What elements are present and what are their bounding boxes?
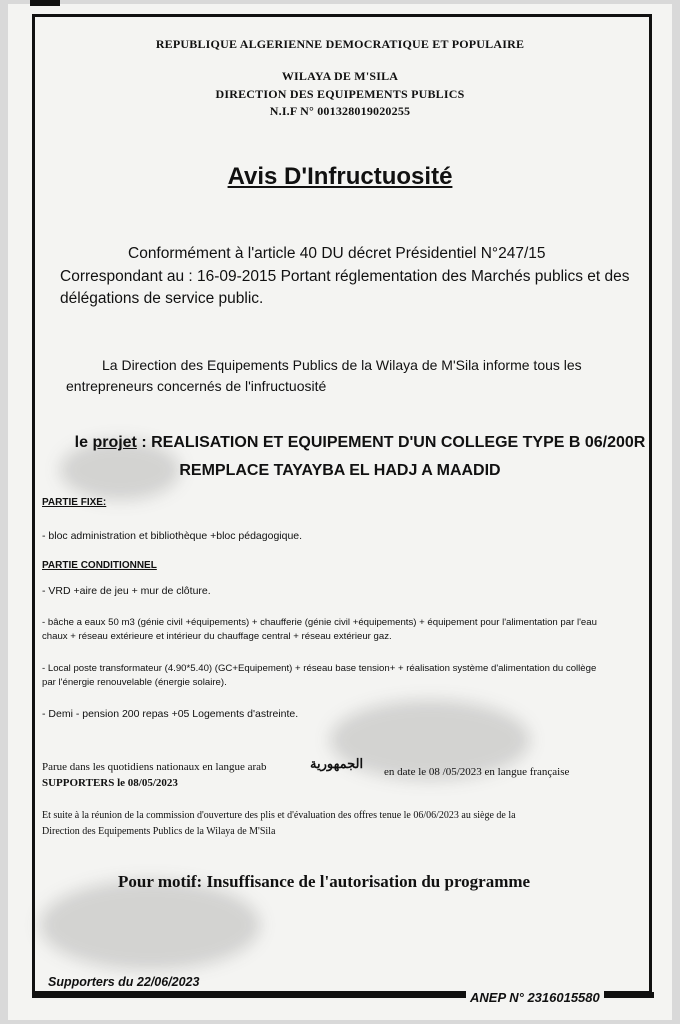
conditionnel-item-3b: par l'énergie renouvelable (énergie solaire).: [42, 677, 227, 688]
publication-line-1b: en date le 08 /05/2023 en langue française: [384, 766, 570, 778]
project-name: : REALISATION ET EQUIPEMENT D'UN COLLEGE TYPE B 06/200R: [136, 434, 646, 451]
reunion-line-1: Et suite à la réunion de la commission d'ouverture des plis et d'évaluation des offres tenue le 06/06/2023 au siège de la: [42, 810, 516, 821]
conditionnel-item-1: - VRD +aire de jeu + mur de clôture.: [42, 585, 211, 597]
reunion-line-2: Direction des Equipements Publics de la Wilaya de M'Sila: [42, 826, 276, 837]
partie-fixe-heading: PARTIE FIXE:: [42, 497, 107, 508]
project-title-line-1: [20, 432, 680, 454]
header-republique: REPUBLIQUE ALGERIENNE DEMOCRATIQUE ET POPULAIRE: [155, 37, 525, 51]
partie-conditionnel-heading: PARTIE CONDITIONNEL: [42, 560, 157, 571]
motif-text: Pour motif: Insuffisance de l'autorisation du programme: [118, 872, 531, 891]
partie-fixe-item: - bloc administration et bibliothèque +bloc pédagogique.: [42, 530, 303, 542]
corner-mark: [30, 0, 60, 6]
inform-line-1: La Direction des Equipements Publics de la Wilaya de M'Sila informe tous les: [102, 357, 582, 373]
footer-supporters: Supporters du 22/06/2023: [48, 975, 200, 989]
footer-anep: ANEP N° 2316015580: [466, 990, 604, 1005]
header-direction: DIRECTION DES EQUIPEMENTS PUBLICS: [215, 87, 465, 101]
conditionnel-item-3a: - Local poste transformateur (4.90*5.40) (GC+Equipement) + réseau base tension+ + réalisation système d'alimentation du collège: [42, 663, 597, 674]
notice-border: [32, 14, 652, 994]
inform-line-2: entrepreneurs concernés de l'infructuosité: [66, 378, 327, 394]
project-prefix: le: [74, 434, 93, 451]
publication-line-1a: Parue dans les quotidiens nationaux en langue arab: [42, 761, 267, 773]
conditionnel-item-2b: chaux + réseau extérieure et intérieur du chauffage central + réseau extérieur gaz.: [42, 631, 392, 642]
project-label: projet: [92, 434, 137, 451]
publication-line-2: SUPPORTERS le 08/05/2023: [42, 777, 178, 789]
intro-line-3: délégations de service public.: [60, 290, 264, 307]
intro-line-1: Conformément à l'article 40 DU décret Présidentiel N°247/15: [128, 245, 546, 262]
publication-arabic: الجمهورية: [310, 756, 364, 771]
header-wilaya: WILAYA DE M'SILA: [281, 69, 399, 83]
conditionnel-item-4: - Demi - pension 200 repas +05 Logements d'astreinte.: [42, 708, 299, 720]
project-title-line-2: REMPLACE TAYAYBA EL HADJ A MAADID: [179, 462, 501, 479]
header-nif: N.I.F N° 001328019020255: [269, 104, 411, 118]
conditionnel-item-2a: - bâche a eaux 50 m3 (génie civil +équipements) + chaufferie (génie civil +équipements) + équipement pour l'alimentation par l'eau: [42, 617, 597, 628]
page-title: Avis D'Infructuosité: [227, 163, 453, 190]
intro-line-2: Correspondant au : 16-09-2015 Portant réglementation des Marchés publics et des: [60, 268, 630, 285]
